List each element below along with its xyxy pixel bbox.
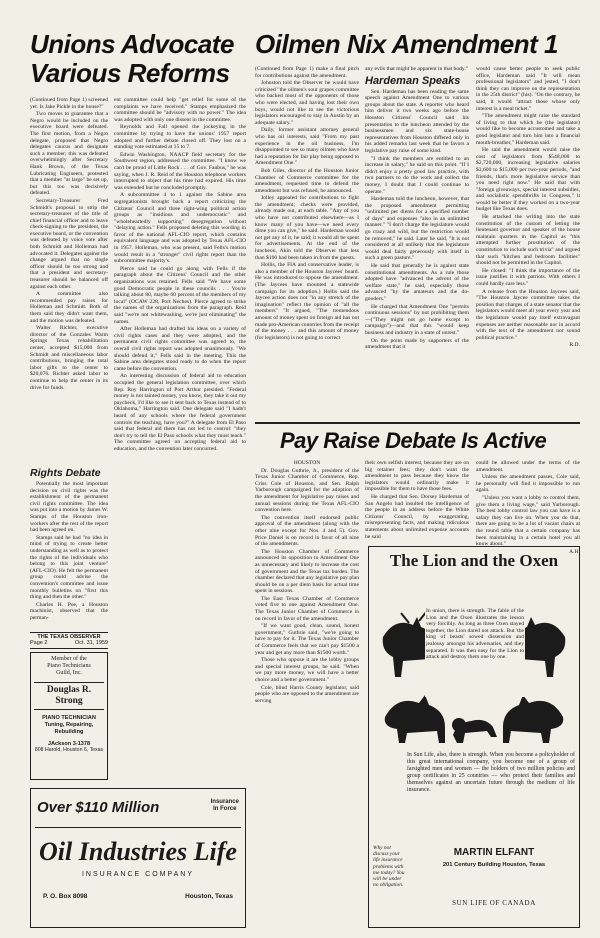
headline-oilmen: Oilmen Nix Amendment 1 [255, 29, 558, 59]
paragraph: Potentially the most important decision on civil rights was the establishment of the permanent civil rights committee. The idea was put into a motion by James W. Stamps of the Houston iron-workers after the rest of the report had been agreed on. [30, 481, 108, 534]
paragraph: An interesting discussion of federal aid to education occupied the general legislation committee, over which Rep. Roy Harrington of Port Arthur presided. "Federal money is not tainted money, you know, they take it out my paycheck, I'd like to see it sent back to Texas instead of to Oklahoma," Harrington said. One delegate said "I hadn't heard of any schools where the federal government controls the teaching, have you?" A delegate from El Paso said that federal aid there has not led to control: "they don't try to tell the El Paso schools what they must teach." The committee agreed on accepting federal aid to education, and the convention later concurred. [114, 373, 246, 452]
ad-member-text: Member of the Piano Technicians Guild, Inc. [47, 656, 91, 676]
column-2 [114, 97, 246, 780]
paragraph: The Houston Chamber of Commerce announced its opposition to Amendment One as unnecessary and likely to increase the cost of government and the Texas tax burden. The chamber declared that any legislative pay plan should be on a per diem basis for actual time spent in sessions. [255, 548, 359, 595]
paragraph: On the point made by supporters of the amendment that it [365, 337, 469, 351]
column-5 [476, 66, 580, 416]
masthead-page: Page 2 [30, 640, 48, 646]
paragraph: would cause better people to seek public office, Hardeman said "It will mean professional legislators" and jested, "I don't think they can improve on the representation in the 25th district" (his). "On the contrary, he said, it would "attract those whose only interest is a meal ticket." [476, 66, 580, 112]
paragraph: "If we want good, clean, sound, honest government," Guthrie said, "we're going to have to pay for it. The Texas Junior Chamber of Commerce feels that we can't pay $1500 a year and get any more than $1500 worth." [255, 623, 359, 656]
paragraph: Charles H. Poe, a Houston machinist, observed that the perman- [30, 601, 108, 621]
paragraph: Two moves to guarantee that a Negro would be included on the executive board were defeated. The first motion, from a Negro delegate, proposed that Negro delegates caucus and designate such a member; this was defeated overwhelmingly after Secretary Hank Brown, of the Texas Lubricating Engineers, protested that a member "at large" be set up, but this too was decisively defeated. [30, 111, 108, 197]
paragraph: A subcommittee 4 to 1 against the Sabine area segregationists brought back a report criticizing the Citizens' Council and three right-wing political action groups as "insidious and undemocratic" and "wholeheartedly supporting" desegregation without "delaying action." Fells proposed deleting this wording in favor of the national AFL-CIO report, which contains equivalent language and was adopted by Texas AFL-CIO in 1957. Holleman, who was present, said Fells's motion would result in a "stronger" civil rights report than the subcommittee majority's. [114, 192, 246, 265]
paragraph: He said that generally he is against state constitutional amendments. As a rule those adopted have "advanced the advent of the welfare state," he said, especially those advanced "by the amateurs and the do-gooders." [365, 263, 469, 302]
paragraph: The convention itself endorsed public approval of the amendment (along with the other nine except for Nos. 4 and 5). Gov. Price Daniel is on record in favor of all nine of the amendments. [255, 514, 359, 548]
paragraph: any evils that might be apparent in that body." [365, 66, 469, 72]
ad-name: Douglas R. Strong [34, 682, 104, 710]
signature: R.D. [569, 342, 580, 349]
paragraph: ent committee could help "get relief for some of the complaints we have received." Stamps emphasized the committee should be "advisory with no power." The idea was adopted with only one dissent in the committee. [114, 97, 246, 123]
paragraph: Pierce said he could go along with Fells if the paragraph about the Citizens' Council and the other organizations was retained. Fells said "We have some good Democratic people in these councils . . . You're talking about 80, maybe 60 percent of the members of my local" (OCAW 228, Port Neches). Pierce agreed to strike the names of the organizations from the paragraph. Reid said "we're not whitewashing, we're just eliminating" the names. [114, 265, 246, 325]
paragraph: He charged that Amendment One "permits continuous sessions" by not prohibiting them—("They might not go home except to campaign")—and that this "would keep business and industry in a state of unrest." [365, 303, 469, 336]
ad-lion-title: The Lion and the Oxen [389, 551, 559, 570]
dateline: HOUSTON [293, 460, 321, 466]
rights-debate-title: Rights Debate [30, 467, 101, 479]
paragraph: "I think the members are entitled to an increase in salary," he said on this point. "If I didn't enjoy a pretty good law practice, with two partners to do the work and collect the money, I doubt that I could continue to operate." [365, 155, 469, 195]
paragraph: He said the amendment would raise the cost of legislators from $548,000 to $2,720,000, increasing legislative salaries $3,600 to $15,000 per two-year periods, "and friends, that's more legislative service than you need right now." He said that with "foreign giveaways, special interest subsidies, and socialistic spendthrifts in Congress," it would be better if they worked on a two-year budget like Texas does. [476, 147, 580, 213]
ad-lion-oxen [368, 546, 580, 928]
ad-lion-fable: In union, there is strength. The fable of the Lion and the Oxen illustrates the lesson very forcibly. As long as three Oxen stayed together, the Lion dared not attack. But 'the king of beasts' sowed dissension and jealousy amongst his adversaries, and they separated. It was then easy for the Lion to attack and destroy them one by one. [425, 607, 525, 697]
paragraph: Walter Richter, executive director of the Gonzales Warm Springs Texas rehabilitation center, accepted $15,000 from Schmidt and miscellaneous labor contributions, bringing the total labor gifts to the center to $20,076. Richter asked labor to continue to help the center in its drive for funds. [30, 325, 108, 391]
paragraph: Stamps said he had "no idea in mind of trying to create better understanding as well as to protect the rights of the individuals who belong to this joint venture" (AFL-CIO). He felt the permanent group could advise the convention's committee and issue monthly bulletins on "first this thing and then the other." [30, 534, 108, 601]
paragraph: Hardeman told the luncheon, however, that the proposed amendment permitting "unlimited per diems for a specified number of days" and expenses "also in an unlimited manner." "I don't charge the legislature would go crazy and wild, but the restriction would be removed," he said. Later he said, "It is not considered at all unlikely that the legislature would deal fairly generously with itself in such a green pasture." [365, 196, 469, 262]
paragraph: could be allowed under the terms of the amendment. [476, 460, 580, 473]
masthead-name: THE TEXAS OBSERVER [37, 634, 101, 640]
paragraph: Bob Giles, director of the Houston Junior Chamber of Commerce committee for the amendment, requested time to defend the amendment but was refused, he announced. [255, 167, 359, 194]
headline-unions: Unions Advocate Various Reforms [30, 29, 234, 88]
paragraph: Daily, former assistant attorney general who has oil interests, said "From my past experience in the oil business, I'm disappointed to see so many oilmen who have had a reputation for fair play being opposed to Amendment One." [255, 127, 359, 167]
paragraph: A release from the Houston Jaycees said, "The Houston Jaycee committee takes the position that charges of a state senator that the legislators would meet all year every year and the legislature would pay itself extravagant expenses are neither reasonable nor in accord with the text of the amendment nor sound political practice." [476, 288, 580, 341]
ad-oil-subtitle: INSURANCE COMPANY [81, 871, 195, 878]
hardeman-speaks-title: Hardeman Speaks [365, 74, 461, 87]
paragraph: Those who oppose it are the lobby groups and special interest groups, he said. "When we pay more money, we will have a better choice and a better government." [255, 657, 359, 683]
rights-debate-section [30, 465, 108, 630]
ad-agent-name: MARTIN ELFANT [453, 847, 535, 858]
ad-oil-city: Houston, Texas [185, 893, 233, 900]
pay-column-2 [365, 460, 469, 540]
paragraph: "Unless you want a lobby to control them, give them a living wage," said Yarborough. The best lobby control law you can have is a salary they can live on. When you do that, there are going to be a lot of vacant chairs at the round table that a certain company has been maintaining in a certain hotel you all know about." [476, 494, 580, 548]
ad-agent-address: 201 Century Building Houston, Texas [442, 862, 546, 868]
ad-oil-force: Insurance In Force [210, 799, 239, 812]
ad-company: SUN LIFE OF CANADA [452, 899, 536, 907]
column-4 [365, 66, 469, 416]
paragraph: He charged that Sen. Dorsey Hardeman of San Angelo had insulted the intelligence of the people in an address before the White Citizens' Council, by exaggerating, misrepresenting facts, and making ridiculous statements about unlimited expense accounts he said [365, 493, 469, 540]
paragraph: Johnston told the Observer he would have criticized "the oilmen's sour grapes committee who backed most of the opponents of those who were elected, and having lost their own boys, would not like to see the victorious legislators encouraged to stay in Austin by an adequate salary." [255, 80, 359, 126]
paragraph: Hollis, the FIA and conservative leader, is also a member of the Houston Jaycees' board. He was introduced to oppose the amendment. (The Jaycees have mounted a statewide campaign for its adoption.) Hollis said the Jaycee action does not "in any stretch of the imagination" reflect the opinion of "all the members" "It argued, "The tremendous amount of money spent on foreign aid has not made pro-American countries from the receipt of the money . . . and this amount of money (for legislators) is not going to correct [255, 262, 359, 341]
paragraph: (Continued from Page 1) screened yet. Is Jake Pickle in the house?" [30, 97, 108, 110]
ad-piano-technician [30, 652, 108, 780]
paragraph: Edwin Washington, NAACP field secretary for the Southwest region, addressed the committee. "I know we can't be proud of Little Rock . . . of Gov. Faubus," he was saying, when J. R. Reid of the Houston telephone workers interrupted to object that his time had expired. His time was extended but he concluded promptly. [114, 151, 246, 191]
paragraph: "The amendment might raise the standard of living to that which he (the legislator) would like to become accustomed and take a good legislator and turn him into a financial mouth-breather," Hardeman said. [476, 113, 580, 146]
paragraph: Secretary-Treasurer Fred Schmidt's proposal to strip the secretary-treasurer of the title of chief financial officer and to leave check-signing to the president, the executive board, or the convention was defeated by voice vote after both Schmidt and Holleman had advocated it. Delegates against the change argued that no single officer should be too strong and that a president and secretary-treasurer should be balanced off against each other. [30, 197, 108, 290]
ad-phone: JAckson 3-1378 [47, 741, 91, 748]
paragraph: After Holleman had drafted his ideas on a variety of civil rights cases and they were adopted, and the permanent civil rights committee was agreed to, the overall civil rights report was adopted unanimously. "We should defend it," Fells said in the meeting. This the Sabine area delegates stood ready to do when the report came before the convention. [114, 326, 246, 372]
pay-column-3 [476, 460, 580, 555]
column-3 [255, 66, 359, 416]
paragraph: A committee also recommended pay raises for Holleman and Schmidt. Both of them said they didn't want them, and the motion was defeated. [30, 291, 108, 324]
paragraph: Cole, blind Harris County legislator, said people who are opposed to the amendment are serving [255, 684, 359, 704]
paragraph: Sen. Hardeman has been reading the same speech against Amendment One to various groups about the state. A reporter who heard him deliver it two weeks ago before the Houston Citizens' Council said his presentation to the luncheon attended by the businessmen and six state-house representatives from Houston differed only in his added remarks last week that he favors a legislative pay raise of some kind. [365, 88, 469, 154]
ad-oil-company: Oil Industries Life [39, 837, 237, 866]
ad-oil-industries-life [30, 788, 246, 928]
ad-lion-body: In Sun Life, also, there is strength. When you become a policyholder of this great international company, you become one of a group of farsighted men and women — the holders of two million policies and group certificates in 25 countries — who protect their families and themselves against an uncertain future through the medium of life insurance. [407, 752, 575, 793]
ad-oil-box: P. O. Box 8098 [43, 893, 88, 900]
ad-lion-side: Why not discuss your life insurance problems with me today? You will be under no obligation. [373, 845, 405, 889]
paragraph: Unless the amendment passes, Cole said, he personally will find it impossible to run again. [476, 474, 580, 494]
paragraph: (Continued from Page 1) make a final pitch for contributions against the amendment. [255, 66, 359, 79]
pay-column-1 [255, 460, 359, 928]
paragraph: Dr. Douglas Guthrie, Jr., president of the Texas Junior Chamber of Commerce, Rep. Criss Cole of Houston, and Sen. Ralph Yarborough campaigned for the adoption of the amendment for legislative pay raises and annual sessions during the Texas AFL-CIO convention here. [255, 467, 359, 514]
paragraph: He attacked the writing into the state constitution of the custom of letting the lieutenant governor and speaker of the house maintain quarters in the Capitol as "this attempted further prostitution of the constitution to include such trivia" and argued that such "kitchen and bedroom facilities" should not be permitted in the Capitol. [476, 214, 580, 267]
column-1 [30, 97, 108, 459]
masthead [30, 634, 108, 646]
paragraph: Jolley appealed for contributions to fight the amendment; checks were provided, already made out, at each table. "Any of you who have not contributed elsewhere—as I know many of you have—we need every dime you can give," he said. Hardeman would not get any of it, he said; it would all be spent for advertisements. At the end of the luncheon, Akin told the Observer that less than $100 had been taken in from the guests. [255, 195, 359, 261]
ad-address: 808 Harold, Houston 6, Texas [34, 747, 104, 754]
signature: A.H. [569, 548, 580, 555]
ad-service: PIANO TECHNICIAN Tuning, Repairing, Rebuilding [42, 715, 96, 735]
ad-oil-amount: Over $110 Million [37, 799, 160, 816]
paragraph: The East Texas Chamber of Commerce voted five to one against Amendment One. The Texas Junior Chamber of Commerce in on record in favor of the amendment. [255, 595, 359, 622]
headline-pay-raise: Pay Raise Debate Is Active [280, 428, 547, 453]
paragraph: He closed: "I think the importance of the issue justifies it with patriots. With others I could hardly care less." [476, 267, 580, 287]
masthead-date: Oct. 31, 1959 [74, 640, 108, 646]
paragraph: Reynolds and Fall opened the jockeying in the committee by trying to have the unions' 1957 report adopted and further debate closed off. They lost on a standing vote estimated at 15 to 7. [114, 124, 246, 151]
paragraph: their own selfish interest, because they are on big retainer fees; they don't want the amendment to pass because they know the legislators would ordinarily make it impossible for them to have those fees. [365, 460, 469, 493]
